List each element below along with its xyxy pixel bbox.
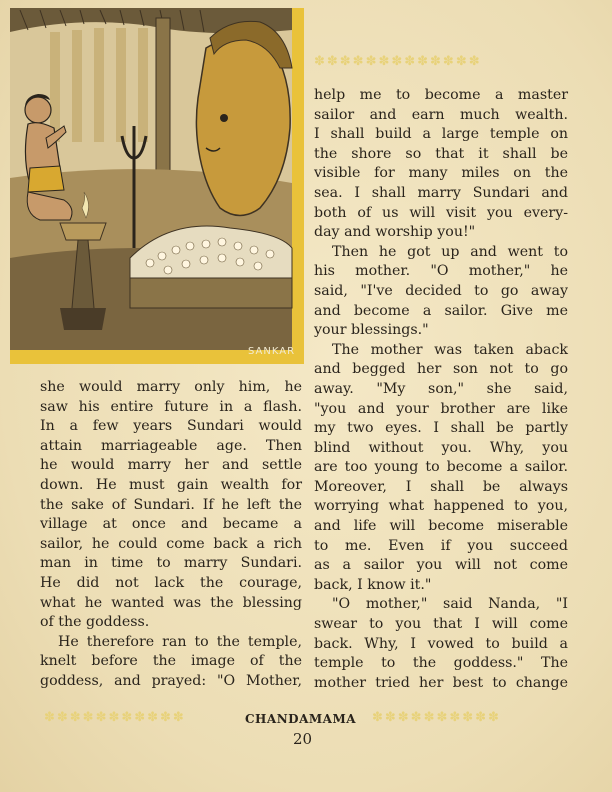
text-line: Moreover, I shall be always — [314, 478, 568, 495]
text-line: He therefore ran to the temple, — [58, 633, 302, 650]
text-line: and begged her son not to go — [314, 361, 568, 378]
text-line: knelt before the image of the — [40, 653, 302, 670]
page-number: 20 — [293, 730, 313, 748]
story-illustration — [10, 8, 304, 364]
text-line: sea. I shall marry Sundari and — [314, 184, 568, 201]
text-line: In a few years Sundari would — [40, 418, 302, 435]
text-line: away. "My son," she said, — [314, 380, 568, 397]
text-line: The mother was taken aback — [332, 341, 568, 358]
text-line: day and worship you!" — [314, 224, 476, 241]
text-line: the sake of Sundari. If he left the — [40, 496, 302, 513]
text-line: your blessings." — [314, 322, 429, 339]
text-line: said, "I've decided to go away — [314, 282, 568, 299]
text-line: and become a sailor. Give me — [314, 302, 568, 319]
text-line: man in time to marry Sundari. — [40, 555, 302, 572]
text-line: the shore so that it shall be — [314, 145, 568, 162]
text-line: village at once and became a — [40, 516, 302, 533]
text-line: my two eyes. I shall be partly — [314, 420, 568, 437]
text-line: help me to become a master — [314, 87, 568, 103]
text-line: He did not lack the courage, — [40, 574, 302, 591]
text-line: sailor, he could come back a rich — [40, 535, 302, 552]
magazine-name: CHANDAMAMA — [245, 712, 357, 726]
text-line: temple to the goddess." The — [314, 655, 568, 672]
text-line: both of us will visit you every- — [314, 204, 568, 221]
text-line: what he wanted was the blessing — [40, 594, 302, 611]
text-line: his mother. "O mother," he — [314, 263, 568, 280]
text-line: "O mother," said Nanda, "I — [332, 596, 568, 613]
left-column-text — [40, 378, 302, 692]
right-column-text — [314, 86, 568, 693]
text-line: blind without you. Why, you — [314, 439, 568, 456]
text-line: visible for many miles on the — [314, 165, 568, 182]
text-line: swear to you that I will come — [314, 616, 568, 633]
artist-signature: SANKAR — [248, 346, 296, 357]
boy-praying-before-goddess-illustration — [10, 8, 304, 364]
text-line: she would marry only him, he — [40, 379, 302, 395]
text-line: and life will become miserable — [314, 518, 568, 535]
text-line: down. He must gain wealth for — [40, 476, 302, 493]
star-border-bottom-left: ✽✽✽✽✽✽✽✽✽✽✽ — [44, 710, 186, 725]
text-line: he would marry her and settle — [40, 457, 302, 474]
text-line: of the goddess. — [40, 614, 150, 631]
text-line: are too young to become a sailor. — [314, 459, 568, 476]
text-line: Then he got up and went to — [332, 243, 568, 260]
text-line: goddess, and prayed: "O Mother, — [40, 672, 302, 689]
star-border-top: ✽✽✽✽✽✽✽✽✽✽✽✽✽ — [314, 54, 482, 69]
text-line: sailor and earn much wealth. — [314, 106, 568, 123]
text-line: "you and your brother are like — [314, 400, 568, 417]
text-line: mother tried her best to change — [314, 674, 568, 691]
text-line: attain marriageable age. Then — [40, 437, 302, 454]
text-line: saw his entire future in a flash. — [40, 398, 302, 415]
text-line: I shall build a large temple on — [314, 126, 568, 143]
star-border-bottom-right: ✽✽✽✽✽✽✽✽✽✽ — [372, 710, 501, 725]
text-line: to me. Even if you succeed — [314, 537, 568, 554]
text-line: as a sailor you will not come — [314, 557, 568, 574]
text-line: back, I know it." — [314, 576, 432, 593]
text-line: back. Why, I vowed to build a — [314, 635, 568, 652]
text-line: worrying what happened to you, — [314, 498, 568, 515]
